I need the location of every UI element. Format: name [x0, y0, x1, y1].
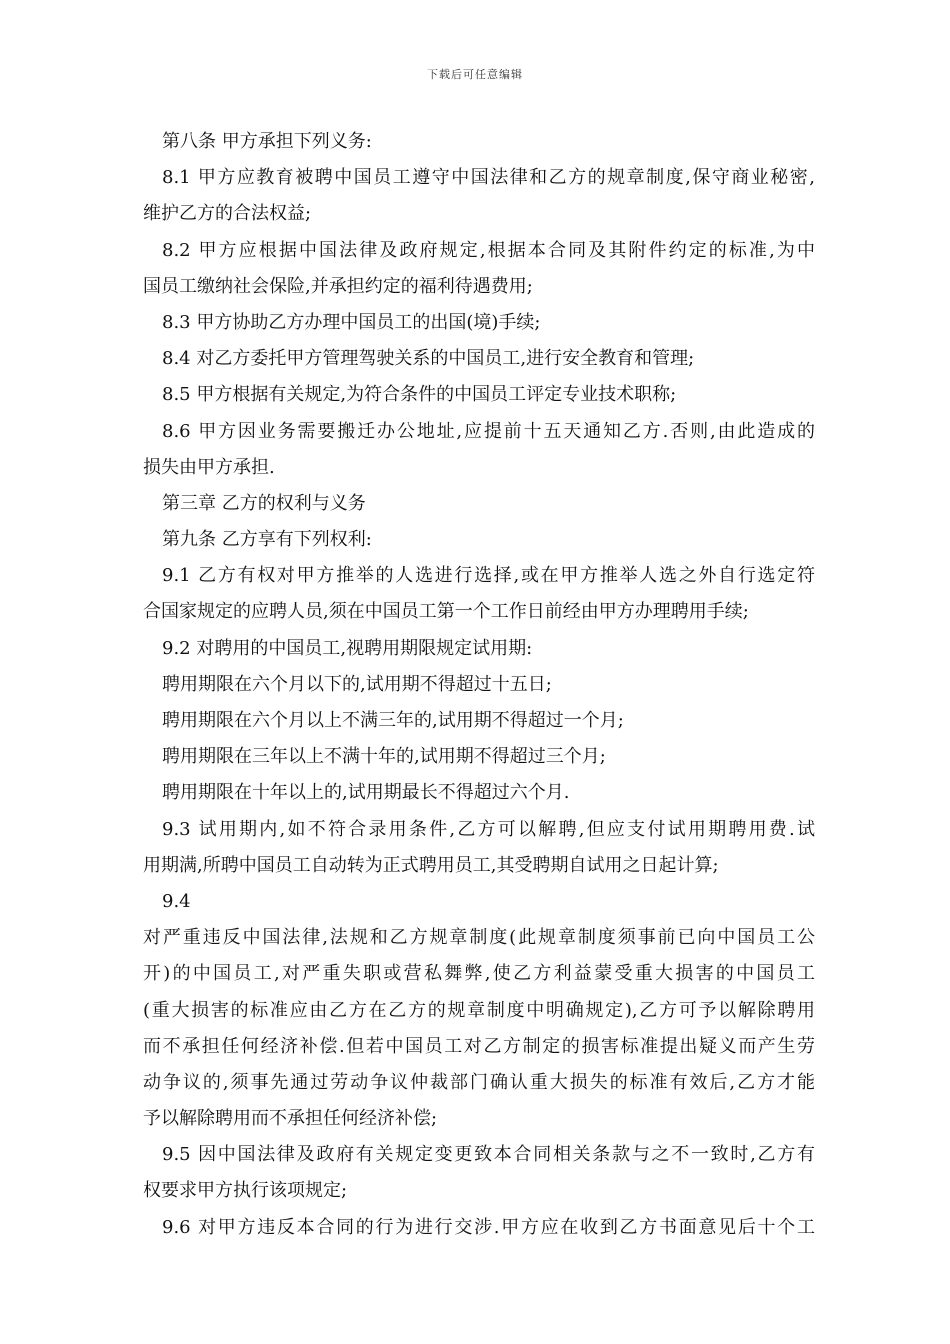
text-line: 8.5 甲方根据有关规定,为符合条件的中国员工评定专业技术职称; — [162, 384, 677, 406]
text-line: 聘用期限在十年以上的,试用期最长不得超过六个月. — [162, 782, 570, 804]
text-line: 9.1 乙方有权对甲方推举的人选进行选择,或在甲方推举人选之外自行选定符 — [162, 565, 815, 587]
text-line: 9.5 因中国法律及政府有关规定变更致本合同相关条款与之不一致时,乙方有 — [162, 1144, 815, 1166]
text-line: 第八条 甲方承担下列义务: — [162, 131, 372, 152]
text-line: 9.4 — [162, 890, 191, 912]
text-line: 国员工缴纳社会保险,并承担约定的福利待遇费用; — [143, 275, 533, 297]
text-line: 对严重违反中国法律,法规和乙方规章制度(此规章制度须事前已向中国员工公 — [143, 927, 815, 949]
text-line: 8.4 对乙方委托甲方管理驾驶关系的中国员工,进行安全教育和管理; — [162, 348, 695, 370]
text-line: 用期满,所聘中国员工自动转为正式聘用员工,其受聘期自试用之日起计算; — [143, 854, 719, 876]
text-line: 聘用期限在六个月以下的,试用期不得超过十五日; — [162, 673, 552, 695]
text-line: 8.3 甲方协助乙方办理中国员工的出国(境)手续; — [162, 311, 541, 333]
text-line: 动争议的,须事先通过劳动争议仲裁部门确认重大损失的标准有效后,乙方才能 — [143, 1071, 815, 1093]
text-line: 9.6 对甲方违反本合同的行为进行交涉.甲方应在收到乙方书面意见后十个工 — [162, 1216, 815, 1238]
text-line: 9.2 对聘用的中国员工,视聘用期限规定试用期: — [162, 637, 533, 659]
text-line: 聘用期限在六个月以上不满三年的,试用期不得超过一个月; — [162, 710, 624, 731]
text-line: 第九条 乙方享有下列权利: — [162, 529, 372, 551]
text-line: 8.6 甲方因业务需要搬迁办公地址,应提前十五天通知乙方.否则,由此造成的 — [162, 420, 815, 442]
text-line: (重大损害的标准应由乙方在乙方的规章制度中明确规定),乙方可予以解除聘用 — [143, 999, 815, 1021]
text-line: 维护乙方的合法权益; — [143, 203, 312, 225]
text-line: 损失由甲方承担. — [143, 456, 275, 478]
text-line: 开)的中国员工,对严重失职或营私舞弊,使乙方利益蒙受重大损害的中国员工 — [143, 963, 815, 985]
text-line: 而不承担任何经济补偿.但若中国员工对乙方制定的损害标准提出疑义而产生劳 — [143, 1035, 815, 1057]
text-line: 8.2 甲方应根据中国法律及政府规定,根据本合同及其附件约定的标准,为中 — [162, 239, 815, 261]
text-line: 8.1 甲方应教育被聘中国员工遵守中国法律和乙方的规章制度,保守商业秘密, — [162, 167, 815, 189]
document-body — [143, 124, 815, 1246]
text-line: 权要求甲方执行该项规定; — [143, 1180, 348, 1202]
page-header: 下载后可任意编辑 — [427, 68, 523, 81]
text-line: 聘用期限在三年以上不满十年的,试用期不得超过三个月; — [162, 746, 606, 768]
text-line: 第三章 乙方的权利与义务 — [162, 492, 366, 514]
text-line: 予以解除聘用而不承担任何经济补偿; — [143, 1108, 438, 1130]
text-line: 合国家规定的应聘人员,须在中国员工第一个工作日前经由甲方办理聘用手续; — [143, 601, 749, 623]
text-line: 9.3 试用期内,如不符合录用条件,乙方可以解聘,但应支付试用期聘用费.试 — [162, 818, 815, 840]
